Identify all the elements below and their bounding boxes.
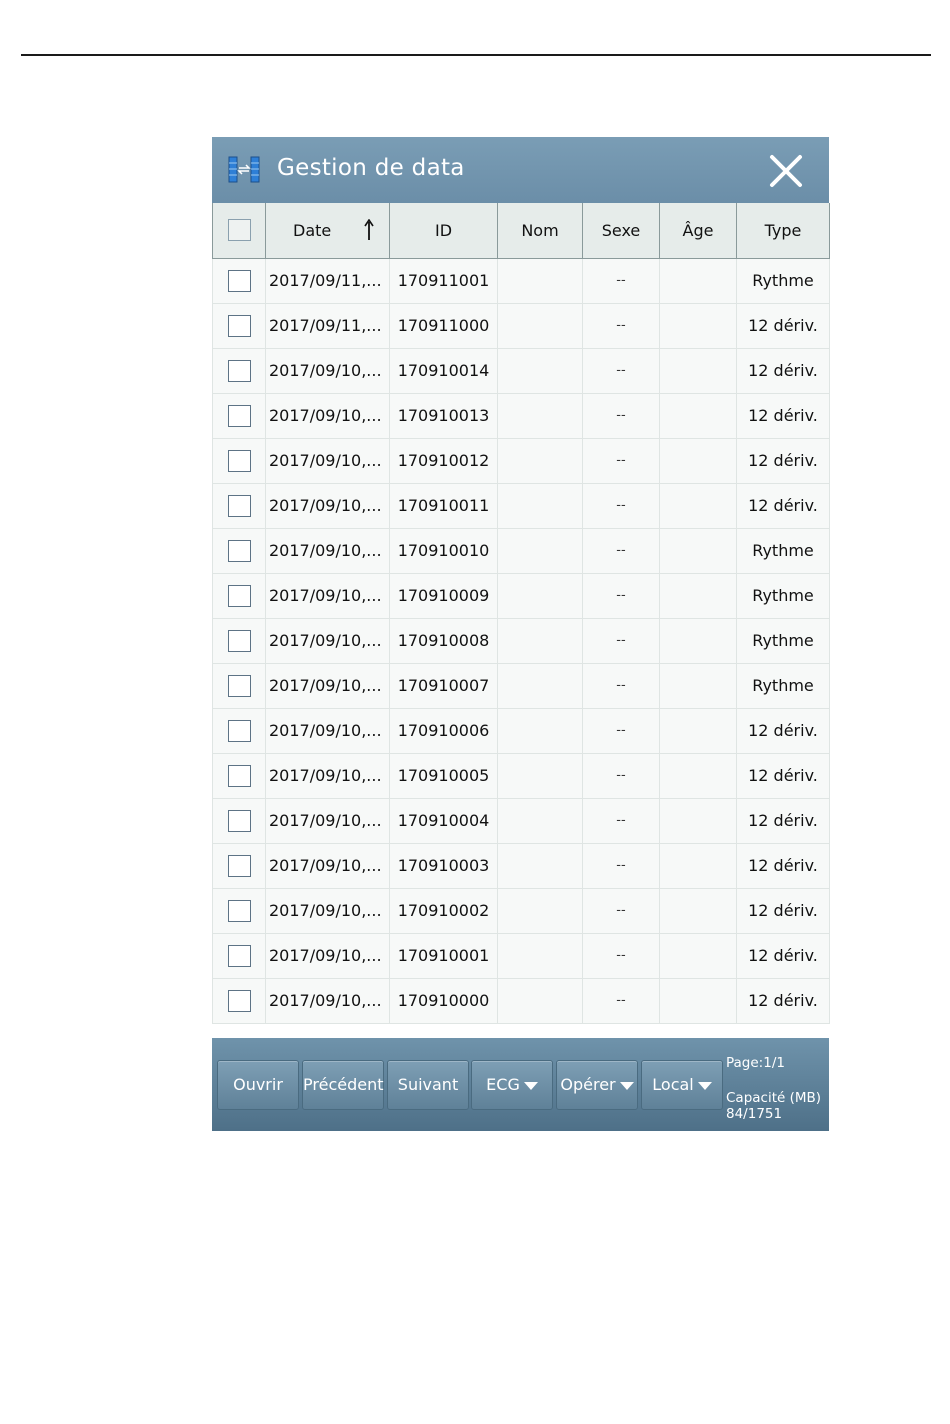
row-checkbox-cell[interactable] <box>213 573 266 618</box>
id-cell: 170910005 <box>390 753 498 798</box>
column-header-sexe[interactable]: Sexe <box>583 203 660 258</box>
date-cell: 2017/09/10,... <box>266 573 390 618</box>
local-dropdown-button[interactable] <box>641 1060 723 1110</box>
table-row[interactable] <box>213 528 830 573</box>
id-cell: 170910011 <box>390 483 498 528</box>
row-checkbox[interactable] <box>228 360 251 382</box>
row-checkbox[interactable] <box>228 765 251 787</box>
open-button[interactable]: Ouvrir <box>217 1060 299 1110</box>
row-checkbox[interactable] <box>228 900 251 922</box>
sexe-cell: -- <box>583 393 660 438</box>
age-cell <box>660 933 737 978</box>
sexe-cell: -- <box>583 258 660 303</box>
table-row[interactable] <box>213 933 830 978</box>
row-checkbox-cell[interactable] <box>213 393 266 438</box>
table-row[interactable] <box>213 798 830 843</box>
local-dropdown-label: Local <box>652 1075 694 1094</box>
age-cell <box>660 573 737 618</box>
nom-cell <box>498 528 583 573</box>
date-cell: 2017/09/10,... <box>266 663 390 708</box>
age-cell <box>660 978 737 1023</box>
table-row[interactable] <box>213 393 830 438</box>
nom-cell <box>498 618 583 663</box>
dropdown-triangle-icon <box>620 1082 634 1090</box>
sexe-cell: -- <box>583 843 660 888</box>
page-indicator: Page:1/1 <box>726 1055 785 1071</box>
type-cell: Rythme <box>737 258 830 303</box>
capacity-value: 84/1751 <box>726 1106 783 1122</box>
date-cell: 2017/09/10,... <box>266 528 390 573</box>
row-checkbox[interactable] <box>228 720 251 742</box>
date-cell: 2017/09/10,... <box>266 618 390 663</box>
date-cell: 2017/09/10,... <box>266 753 390 798</box>
date-cell: 2017/09/10,... <box>266 483 390 528</box>
nom-cell <box>498 753 583 798</box>
row-checkbox-cell[interactable] <box>213 798 266 843</box>
nom-cell <box>498 348 583 393</box>
date-cell: 2017/09/10,... <box>266 348 390 393</box>
next-button[interactable]: Suivant <box>387 1060 469 1110</box>
window-title: Gestion de data <box>277 155 465 181</box>
type-cell: 12 dériv. <box>737 483 830 528</box>
row-checkbox[interactable] <box>228 405 251 427</box>
page-top-rule <box>21 54 931 56</box>
table-body <box>213 258 830 1023</box>
type-cell: 12 dériv. <box>737 303 830 348</box>
type-cell: 12 dériv. <box>737 708 830 753</box>
row-checkbox-cell[interactable] <box>213 888 266 933</box>
row-checkbox[interactable] <box>228 540 251 562</box>
ecg-dropdown-label: ECG <box>486 1075 520 1094</box>
table-row[interactable] <box>213 888 830 933</box>
nom-cell <box>498 978 583 1023</box>
row-checkbox[interactable] <box>228 585 251 607</box>
age-cell <box>660 348 737 393</box>
table-row[interactable] <box>213 483 830 528</box>
date-cell: 2017/09/10,... <box>266 978 390 1023</box>
bottom-toolbar <box>212 1038 829 1131</box>
id-cell: 170910013 <box>390 393 498 438</box>
select-all-checkbox[interactable] <box>228 219 251 241</box>
date-cell: 2017/09/10,... <box>266 933 390 978</box>
row-checkbox[interactable] <box>228 675 251 697</box>
date-cell: 2017/09/11,... <box>266 303 390 348</box>
type-cell: 12 dériv. <box>737 843 830 888</box>
select-all-header[interactable] <box>213 203 266 258</box>
nom-cell <box>498 933 583 978</box>
title-bar <box>212 137 829 203</box>
date-cell: 2017/09/10,... <box>266 708 390 753</box>
operate-dropdown-label: Opérer <box>560 1075 616 1094</box>
row-checkbox-cell[interactable] <box>213 348 266 393</box>
dropdown-triangle-icon <box>698 1082 712 1090</box>
column-header-nom[interactable]: Nom <box>498 203 583 258</box>
row-checkbox[interactable] <box>228 495 251 517</box>
age-cell <box>660 708 737 753</box>
sexe-cell: -- <box>583 978 660 1023</box>
sexe-cell: -- <box>583 798 660 843</box>
table-row[interactable] <box>213 753 830 798</box>
id-cell: 170910001 <box>390 933 498 978</box>
sort-ascending-icon <box>364 219 374 241</box>
row-checkbox[interactable] <box>228 855 251 877</box>
records-table <box>212 203 830 1024</box>
id-cell: 170910003 <box>390 843 498 888</box>
age-cell <box>660 393 737 438</box>
date-cell: 2017/09/11,... <box>266 258 390 303</box>
age-cell <box>660 528 737 573</box>
date-cell: 2017/09/10,... <box>266 843 390 888</box>
sexe-cell: -- <box>583 618 660 663</box>
dropdown-triangle-icon <box>524 1082 538 1090</box>
nom-cell <box>498 708 583 753</box>
row-checkbox-cell[interactable] <box>213 438 266 483</box>
column-header-age[interactable]: Âge <box>660 203 737 258</box>
id-cell: 170910010 <box>390 528 498 573</box>
data-management-window <box>212 137 829 1131</box>
age-cell <box>660 303 737 348</box>
type-cell: 12 dériv. <box>737 438 830 483</box>
age-cell <box>660 258 737 303</box>
type-cell: 12 dériv. <box>737 753 830 798</box>
column-header-date[interactable] <box>266 203 390 258</box>
age-cell <box>660 843 737 888</box>
table-header-row <box>213 203 830 258</box>
row-checkbox-cell[interactable] <box>213 528 266 573</box>
date-cell: 2017/09/10,... <box>266 438 390 483</box>
sexe-cell: -- <box>583 348 660 393</box>
nom-cell <box>498 843 583 888</box>
column-header-id[interactable]: ID <box>390 203 498 258</box>
id-cell: 170910006 <box>390 708 498 753</box>
row-checkbox-cell[interactable] <box>213 258 266 303</box>
nom-cell <box>498 258 583 303</box>
age-cell <box>660 798 737 843</box>
age-cell <box>660 438 737 483</box>
type-cell: Rythme <box>737 618 830 663</box>
date-cell: 2017/09/10,... <box>266 888 390 933</box>
table-row[interactable] <box>213 708 830 753</box>
age-cell <box>660 888 737 933</box>
table-row[interactable] <box>213 573 830 618</box>
sexe-cell: -- <box>583 303 660 348</box>
type-cell: 12 dériv. <box>737 393 830 438</box>
row-checkbox-cell[interactable] <box>213 978 266 1023</box>
sexe-cell: -- <box>583 888 660 933</box>
type-cell: 12 dériv. <box>737 798 830 843</box>
nom-cell <box>498 483 583 528</box>
table-row[interactable] <box>213 303 830 348</box>
nom-cell <box>498 663 583 708</box>
row-checkbox[interactable] <box>228 450 251 472</box>
id-cell: 170910000 <box>390 978 498 1023</box>
id-cell: 170910012 <box>390 438 498 483</box>
type-cell: Rythme <box>737 528 830 573</box>
capacity-label: Capacité (MB) <box>726 1090 822 1106</box>
table-row[interactable] <box>213 618 830 663</box>
row-checkbox-cell[interactable] <box>213 708 266 753</box>
sexe-cell: -- <box>583 573 660 618</box>
previous-button[interactable]: Précédent <box>302 1060 384 1110</box>
type-cell: 12 dériv. <box>737 888 830 933</box>
sexe-cell: -- <box>583 438 660 483</box>
nom-cell <box>498 303 583 348</box>
operate-dropdown-button[interactable] <box>556 1060 638 1110</box>
age-cell <box>660 753 737 798</box>
row-checkbox[interactable] <box>228 630 251 652</box>
id-cell: 170910004 <box>390 798 498 843</box>
id-cell: 170911000 <box>390 303 498 348</box>
row-checkbox[interactable] <box>228 810 251 832</box>
type-cell: 12 dériv. <box>737 978 830 1023</box>
id-cell: 170910014 <box>390 348 498 393</box>
table-row[interactable] <box>213 663 830 708</box>
sexe-cell: -- <box>583 933 660 978</box>
column-header-type[interactable]: Type <box>737 203 830 258</box>
row-checkbox-cell[interactable] <box>213 753 266 798</box>
date-cell: 2017/09/10,... <box>266 393 390 438</box>
row-checkbox[interactable] <box>228 315 251 337</box>
row-checkbox[interactable] <box>228 945 251 967</box>
table-row[interactable] <box>213 348 830 393</box>
row-checkbox[interactable] <box>228 270 251 292</box>
row-checkbox-cell[interactable] <box>213 618 266 663</box>
id-cell: 170910009 <box>390 573 498 618</box>
date-cell: 2017/09/10,... <box>266 798 390 843</box>
data-management-icon <box>228 156 261 183</box>
type-cell: Rythme <box>737 573 830 618</box>
date-header-label: Date <box>293 221 332 240</box>
sexe-cell: -- <box>583 528 660 573</box>
nom-cell <box>498 393 583 438</box>
row-checkbox-cell[interactable] <box>213 303 266 348</box>
row-checkbox-cell[interactable] <box>213 933 266 978</box>
sexe-cell: -- <box>583 483 660 528</box>
id-cell: 170910008 <box>390 618 498 663</box>
nom-cell <box>498 798 583 843</box>
id-cell: 170910007 <box>390 663 498 708</box>
age-cell <box>660 618 737 663</box>
table-row[interactable] <box>213 843 830 888</box>
ecg-dropdown-button[interactable] <box>471 1060 553 1110</box>
type-cell: 12 dériv. <box>737 348 830 393</box>
age-cell <box>660 663 737 708</box>
table-row[interactable] <box>213 438 830 483</box>
row-checkbox-cell[interactable] <box>213 663 266 708</box>
nom-cell <box>498 573 583 618</box>
table-row[interactable] <box>213 978 830 1023</box>
sexe-cell: -- <box>583 663 660 708</box>
nom-cell <box>498 888 583 933</box>
row-checkbox[interactable] <box>228 990 251 1012</box>
nom-cell <box>498 438 583 483</box>
age-cell <box>660 483 737 528</box>
row-checkbox-cell[interactable] <box>213 843 266 888</box>
type-cell: Rythme <box>737 663 830 708</box>
type-cell: 12 dériv. <box>737 933 830 978</box>
table-row[interactable] <box>213 258 830 303</box>
sexe-cell: -- <box>583 708 660 753</box>
row-checkbox-cell[interactable] <box>213 483 266 528</box>
sexe-cell: -- <box>583 753 660 798</box>
id-cell: 170910002 <box>390 888 498 933</box>
close-icon[interactable] <box>768 153 804 189</box>
id-cell: 170911001 <box>390 258 498 303</box>
